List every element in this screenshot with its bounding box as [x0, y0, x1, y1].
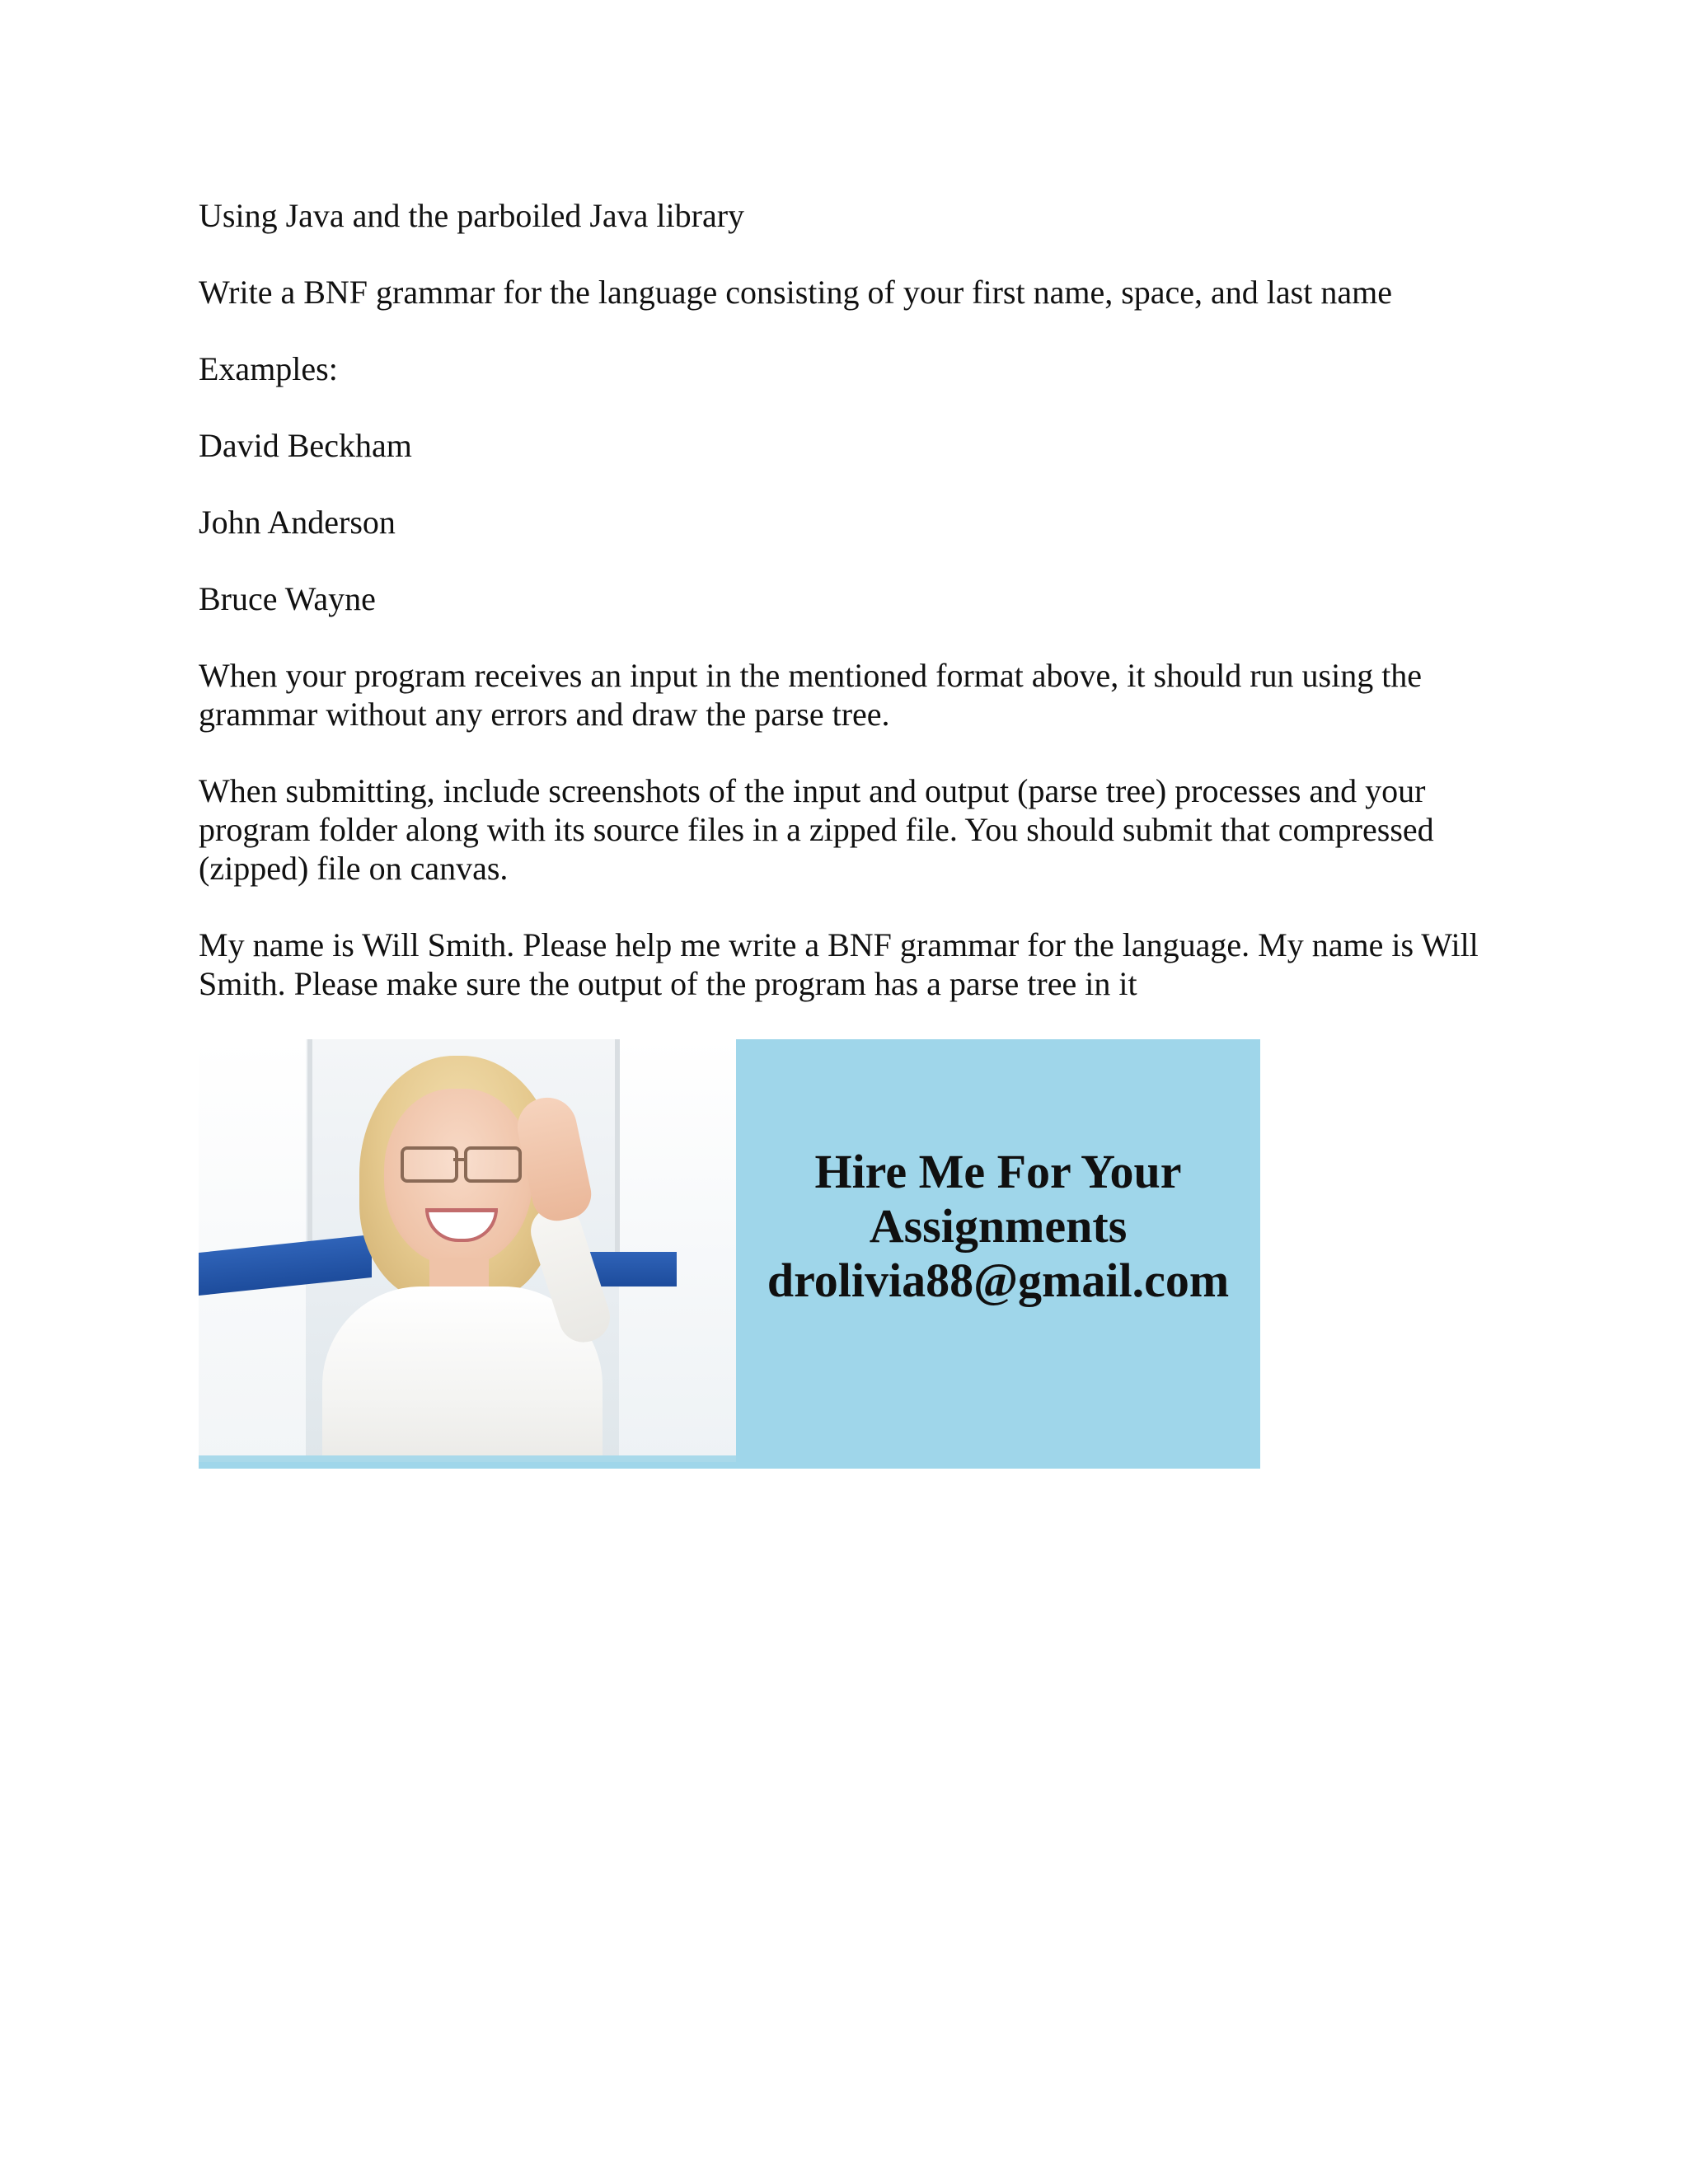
paragraph-example-3: Bruce Wayne — [199, 580, 376, 617]
paragraph-examples-label: Examples: — [199, 350, 338, 387]
document-body — [199, 196, 1501, 1041]
banner-email: drolivia88@gmail.com — [767, 1254, 1230, 1307]
paragraph-submission: When submitting, include screenshots of the input and output (parse tree) processes and your program folder along with its source files in a zipped file. You should submit that compressed (zipped) file on canvas. — [199, 772, 1434, 887]
paragraph-intro: Using Java and the parboiled Java library — [199, 197, 745, 234]
paragraph-requirements: When your program receives an input in the mentioned format above, it should run using the grammar without any errors and draw the parse tree. — [199, 657, 1423, 733]
banner-headline-line2: Assignments — [869, 1199, 1128, 1253]
paragraph-task: Write a BNF grammar for the language consisting of your first name, space, and last name — [199, 274, 1392, 311]
paragraph-request: My name is Will Smith. Please help me write a BNF grammar for the language. My name is Will Smith. Please make sure the output of the program has a parse tree in it — [199, 926, 1479, 1002]
banner-text — [736, 1039, 1260, 1469]
paragraph-example-1: David Beckham — [199, 427, 412, 464]
banner-headline-line1: Hire Me For Your — [814, 1145, 1182, 1198]
woman-photo — [199, 1039, 736, 1462]
paragraph-example-2: John Anderson — [199, 504, 396, 541]
advertisement-banner — [199, 1039, 1260, 1469]
